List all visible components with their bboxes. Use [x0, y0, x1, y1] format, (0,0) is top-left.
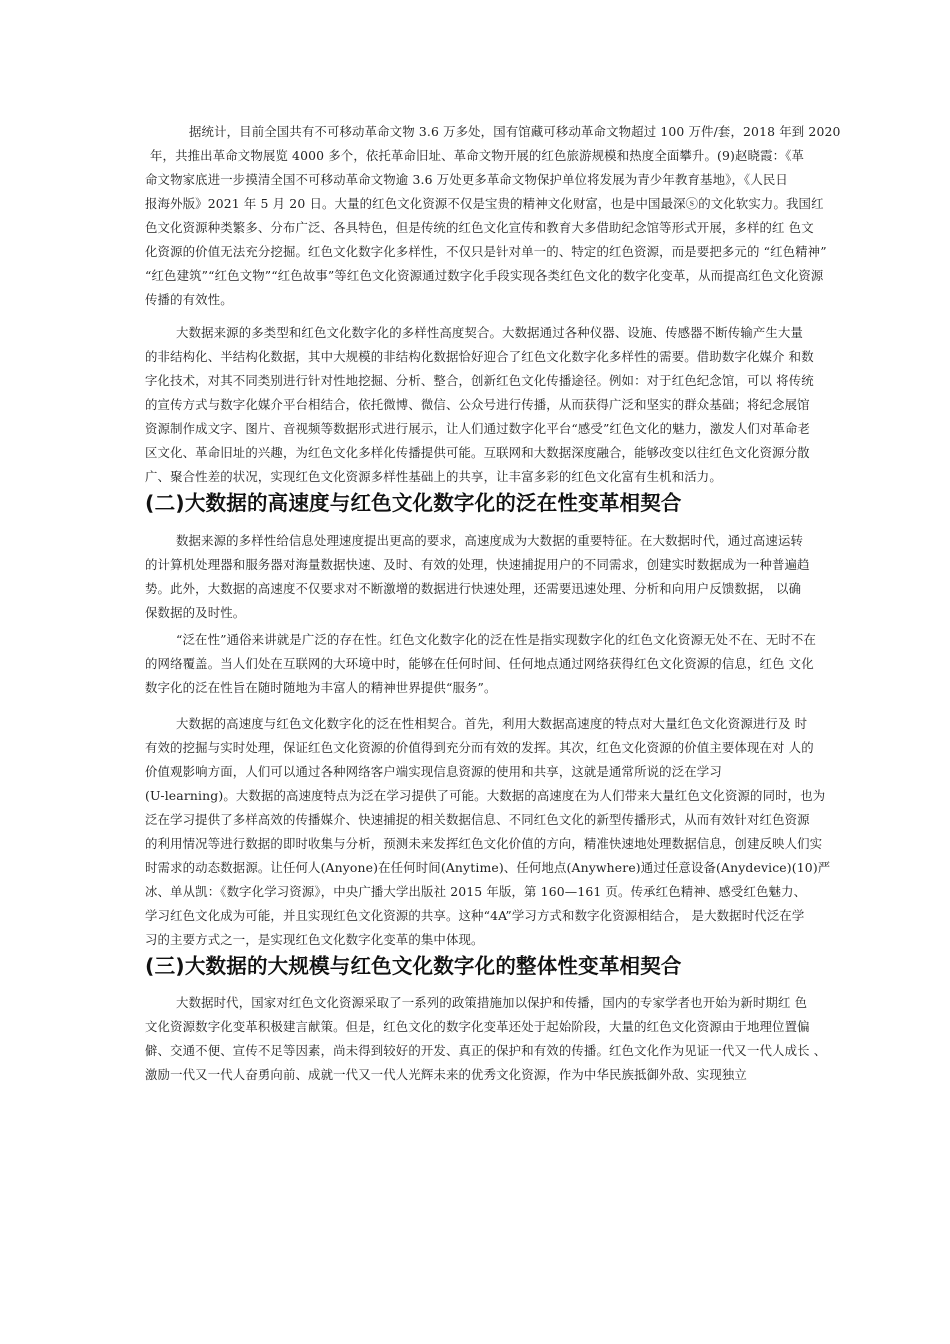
paragraph-line: 区文化、革命旧址的兴趣，为红色文化多样化传播提供可能。互联网和大数据深度融合，能够改变以往红色文化资源分散 [145, 445, 810, 460]
paragraph-line: 保数据的及时性。 [145, 605, 246, 620]
paragraph-line: 的非结构化、半结构化数据，其中大规模的非结构化数据恰好迎合了红色文化数字化多样性的需要。借助数字化媒介 和数 [145, 349, 814, 364]
paragraph-line: 资源制作成文字、图片、音视频等数据形式进行展示，让人们通过数字化平台“感受”红色文化的魅力，激发人们对革命老 [145, 421, 811, 436]
paragraph-line: 大数据时代，国家对红色文化资源采取了一系列的政策措施加以保护和传播，国内的专家学者也开始为新时期红 色 [176, 995, 808, 1010]
paragraph-line: 数据来源的多样性给信息处理速度提出更高的要求，高速度成为大数据的重要特征。在大数据时代，通过高速运转 [176, 533, 804, 548]
paragraph-line: 泛在学习提供了多样高效的传播媒介、快速捕捉的相关数据信息、不同红色文化的新型传播形式，从而有效针对红色资源 [145, 812, 810, 827]
paragraph-line: 数字化的泛在性旨在随时随地为丰富人的精神世界提供“服务”。 [145, 680, 497, 695]
paragraph-line: 僻、交通不便、宣传不足等因素，尚未得到较好的开发、真正的保护和有效的传播。红色文化作为见证一代又一代人成长 、 [145, 1043, 827, 1058]
paragraph-line: 有效的挖掘与实时处理，保证红色文化资源的价值得到充分而有效的发挥。其次，红色文化资源的价值主要体现在对 人的 [145, 740, 814, 755]
paragraph-line: 广、聚合性差的状况，实现红色文化资源多样性基础上的共享，让丰富多彩的红色文化富有生机和活力。 [145, 469, 722, 484]
paragraph-line: 的宣传方式与数字化媒介平台相结合，依托微博、微信、公众号进行传播，从而获得广泛和坚实的群众基础；将纪念展馆 [145, 397, 810, 412]
paragraph-line: 化资源的价值无法充分挖掘。红色文化数字化多样性，不仅只是针对单一的、特定的红色资源，而是要把多元的 “红色精神” [145, 244, 827, 259]
paragraph-line: 文化资源数字化变革积极建言献策。但是，红色文化的数字化变革还处于起始阶段，大量的红色文化资源由于地理位置偏 [145, 1019, 810, 1034]
paragraph-line: 势。此外，大数据的高速度不仅要求对不断激增的数据进行快速处理，还需要迅速处理、分析和向用户反馈数据， 以确 [145, 581, 802, 596]
paragraph-line: 命文物家底进一步摸清全国不可移动革命文物逾 3.6 万处更多革命文物保护单位将发展为青少年教育基地》，《人民日 [145, 172, 788, 187]
paragraph-line: 的计算机处理器和服务器对海量数据快速、及时、有效的处理，快速捕捉用户的不同需求，创建实时数据成为一种普遍趋 [145, 557, 810, 572]
paragraph-line: 时需求的动态数据源。让任何人(Anyone)在任何时间(Anytime)、任何地点(Anywhere)通过任意设备(Anydevice)(10)严 [145, 860, 831, 875]
paragraph-line: 价值观影响方面，人们可以通过各种网络客户端实现信息资源的使用和共享，这就是通常所说的泛在学习 [145, 764, 722, 779]
paragraph-line: 学习红色文化成为可能，并且实现红色文化资源的共享。这种“4A”学习方式和数字化资源相结合， 是大数据时代泛在学 [145, 908, 805, 923]
paragraph-line: 传播的有效性。 [145, 292, 233, 307]
paragraph-line: 习的主要方式之一，是实现红色文化数字化变革的集中体现。 [145, 932, 484, 947]
section-heading: (二)大数据的高速度与红色文化数字化的泛在性变革相契合 [145, 491, 682, 515]
paragraph-line: 大数据的高速度与红色文化数字化的泛在性相契合。首先，利用大数据高速度的特点对大量红色文化资源进行及 时 [176, 716, 808, 731]
paragraph-line: 报海外版》2021 年 5 月 20 日。大量的红色文化资源不仅是宝贵的精神文化财富，也是中国最深ⓢ的文化软实力。我国红 [145, 196, 824, 211]
paragraph-line: “红色建筑”“红色文物”“红色故事”等红色文化资源通过数字化手段实现各类红色文化的数字化变革，从而提高红色文化资源 [145, 268, 824, 283]
paragraph-line: 的网络覆盖。当人们处在互联网的大环境中时，能够在任何时间、任何地点通过网络获得红色文化资源的信息，红色 文化 [145, 656, 814, 671]
paragraph-line: 的利用情况等进行数据的即时收集与分析，预测未来发挥红色文化价值的方向，精准快速地处理数据信息，创建反映人们实 [145, 836, 823, 851]
paragraph-line: 据统计，目前全国共有不可移动革命文物 3.6 万多处，国有馆藏可移动革命文物超过 100 万件/套，2018 年到 2020 [189, 124, 841, 139]
paragraph-line: 色文化资源种类繁多、分布广泛、各具特色，但是传统的红色文化宣传和教育大多借助纪念馆等形式开展，多样的红 色文 [145, 220, 814, 235]
paragraph-line: 大数据来源的多类型和红色文化数字化的多样性高度契合。大数据通过各种仪器、设施、传感器不断传输产生大量 [176, 325, 804, 340]
paragraph-line: 冰、单从凯：《数字化学习资源》，中央广播大学出版社 2015 年版，第 160—161 页。传承红色精神、感受红色魅力、 [145, 884, 807, 899]
paragraph-line: “泛在性”通俗来讲就是广泛的存在性。红色文化数字化的泛在性是指实现数字化的红色文化资源无处不在、无时不在 [176, 632, 816, 647]
paragraph-line: 字化技术，对其不同类别进行针对性地挖掘、分析、整合，创新红色文化传播途径。例如：对于红色纪念馆，可以 将传统 [145, 373, 814, 388]
paragraph-line: (U-learning)。大数据的高速度特点为泛在学习提供了可能。大数据的高速度在为人们带来大量红色文化资源的同时，也为 [145, 788, 826, 803]
paragraph-line: 激励一代又一代人奋勇向前、成就一代又一代人光辉未来的优秀文化资源，作为中华民族抵御外敌、实现独立 [145, 1067, 747, 1082]
paragraph-line: 年，共推出革命文物展览 4000 多个，依托革命旧址、革命文物开展的红色旅游规模和热度全面攀升。(9)赵晓霞：《革 [150, 148, 805, 163]
section-heading: (三)大数据的大规模与红色文化数字化的整体性变革相契合 [145, 954, 682, 978]
